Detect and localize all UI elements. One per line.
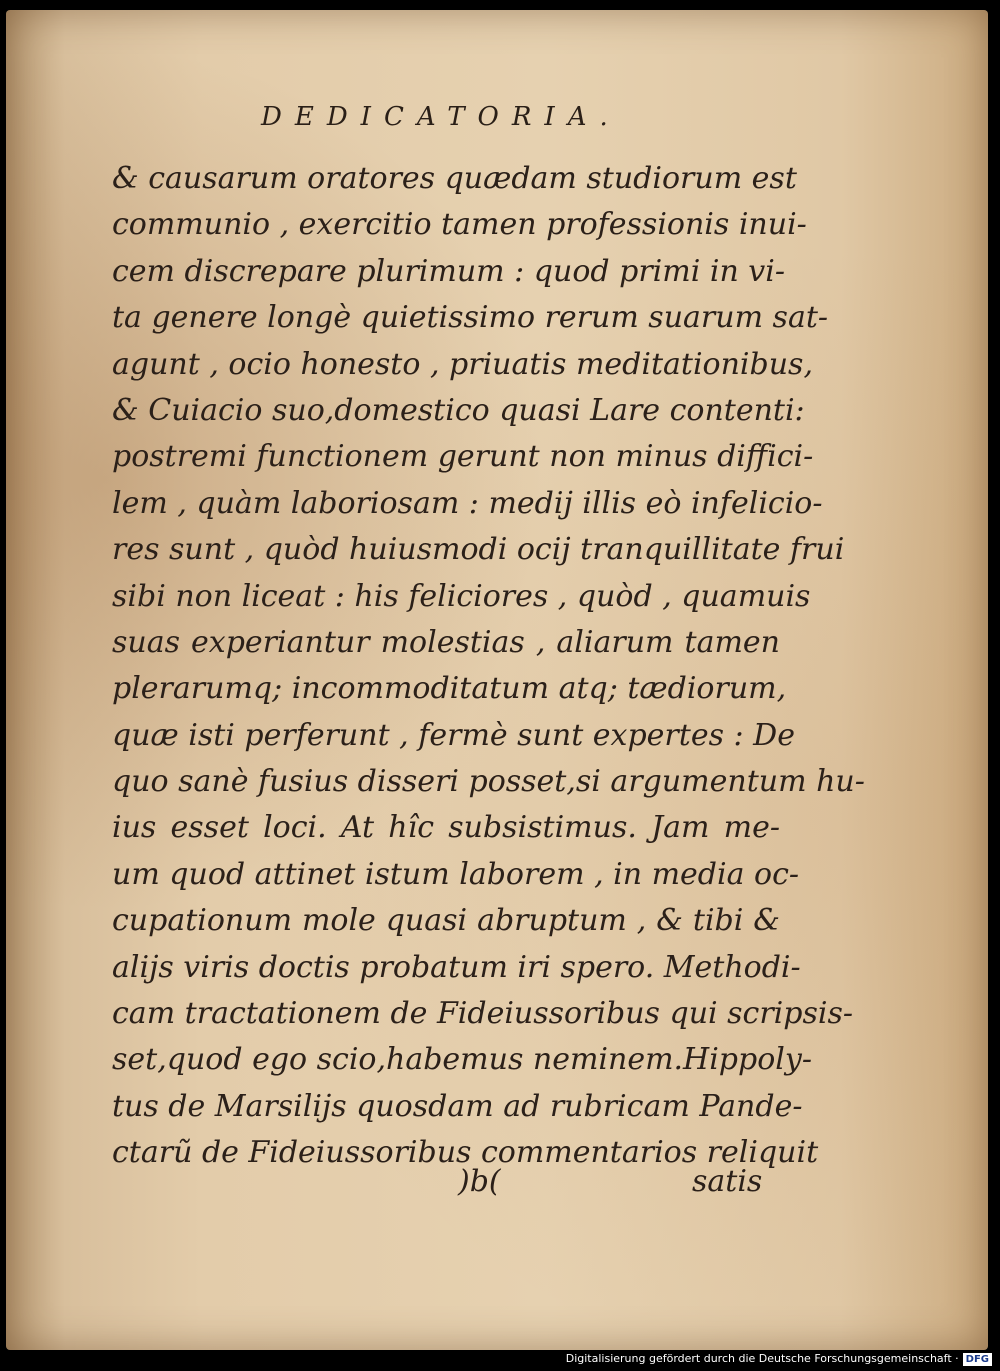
body-text: [112, 156, 865, 1177]
catchword: satis: [692, 1164, 763, 1199]
text-line: lem , quàm laboriosam : medij illis eò infelicio-: [112, 485, 823, 521]
text-line: um quod attinet istum laborem , in media oc-: [112, 856, 800, 892]
text-line: & Cuiacio suo,domestico quasi Lare contenti:: [112, 392, 805, 428]
text-line: ta genere longè quietissimo rerum suarum sat-: [112, 300, 829, 336]
text-line: quæ isti perferunt , fermè sunt expertes : De: [112, 717, 795, 753]
text-line: & causarum oratores quædam studiorum est: [112, 161, 797, 196]
dfg-logo-icon: DFG: [963, 1353, 992, 1366]
text-line: agunt , ocio honesto , priuatis meditationibus,: [112, 346, 813, 382]
text-line: plerarumq; incommoditatum atq; tædiorum,: [112, 671, 787, 707]
text-line: res sunt , quòd huiusmodi ocij tranquillitate frui: [112, 532, 845, 568]
running-head: DEDICATORIA.: [261, 102, 621, 132]
text-line: alijs viris doctis probatum iri spero. Methodi-: [112, 949, 801, 985]
text-line: cem discrepare plurimum : quod primi in vi-: [112, 253, 785, 289]
text-line: communio , exercitio tamen professionis inui-: [112, 207, 807, 243]
text-line: suas experiantur molestias , aliarum tamen: [112, 624, 780, 660]
text-line: quo sanè fusius disseri posset,si argumentum hu-: [112, 764, 865, 800]
text-line: postremi functionem gerunt non minus diffici-: [112, 439, 814, 475]
text-line: ius esset loci. At hîc subsistimus. Jam me-: [112, 810, 780, 846]
text-line: sibi non liceat : his feliciores , quòd , quamuis: [112, 578, 811, 614]
text-line: ctarũ de Fideiussoribus commentarios reliquit: [112, 1135, 819, 1171]
text-line: tus de Marsilijs quosdam ad rubricam Pande-: [112, 1088, 803, 1124]
book-page: [6, 10, 988, 1350]
text-line: cam tractationem de Fideiussoribus qui scripsis-: [112, 996, 854, 1032]
signature-mark: )b(: [458, 1164, 501, 1199]
text-line: cupationum mole quasi abruptum , & tibi &: [112, 903, 780, 939]
text-line: set,quod ego scio,habemus neminem.Hippoly-: [112, 1042, 812, 1078]
digitization-credit: [566, 1351, 992, 1367]
credit-text: Digitalisierung gefördert durch die Deutsche Forschungsgemeinschaft ·: [565, 1352, 959, 1365]
